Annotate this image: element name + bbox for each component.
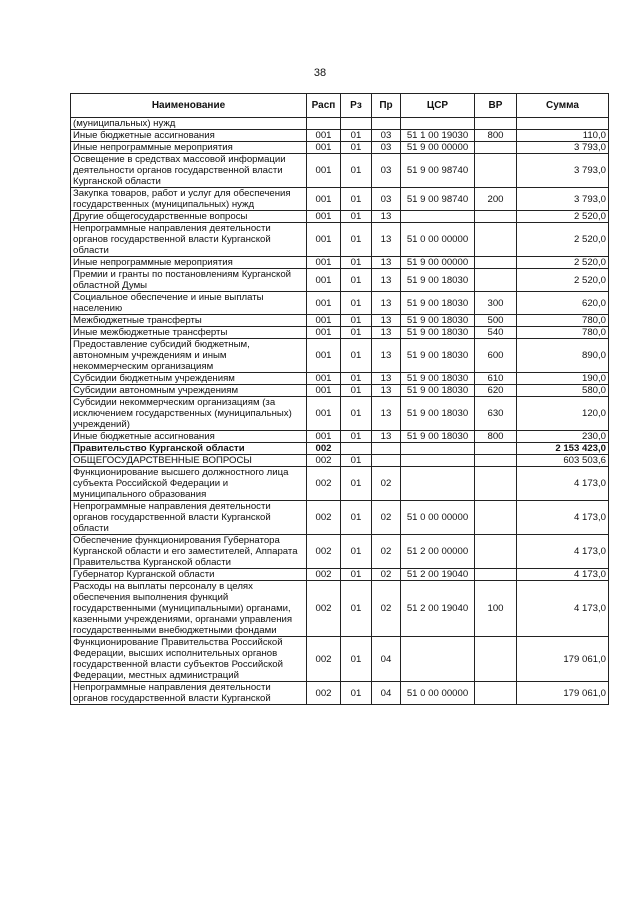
cell-rasp: 001 bbox=[307, 431, 341, 443]
table-row bbox=[71, 257, 609, 269]
header-vr: ВР bbox=[475, 94, 517, 118]
cell-pr: 04 bbox=[372, 637, 401, 682]
cell-vr bbox=[475, 569, 517, 581]
cell-vr bbox=[475, 535, 517, 569]
cell-name: Межбюджетные трансферты bbox=[71, 315, 307, 327]
cell-rasp: 002 bbox=[307, 467, 341, 501]
cell-rz: 01 bbox=[341, 327, 372, 339]
cell-rasp: 001 bbox=[307, 257, 341, 269]
cell-sum: 603 503,6 bbox=[517, 455, 609, 467]
cell-vr: 300 bbox=[475, 292, 517, 315]
cell-pr bbox=[372, 455, 401, 467]
cell-csr: 51 2 00 19040 bbox=[401, 581, 475, 637]
cell-name: Другие общегосударственные вопросы bbox=[71, 211, 307, 223]
cell-csr: 51 9 00 18030 bbox=[401, 292, 475, 315]
table-row bbox=[71, 682, 609, 705]
table-row bbox=[71, 118, 609, 130]
table-row bbox=[71, 569, 609, 581]
table-row bbox=[71, 431, 609, 443]
cell-rz: 01 bbox=[341, 211, 372, 223]
table-row bbox=[71, 455, 609, 467]
cell-csr: 51 0 00 00000 bbox=[401, 223, 475, 257]
cell-pr bbox=[372, 118, 401, 130]
cell-sum: 4 173,0 bbox=[517, 501, 609, 535]
cell-rz: 01 bbox=[341, 501, 372, 535]
cell-sum bbox=[517, 118, 609, 130]
cell-name: Функционирование высшего должностного лица субъекта Российской Федерации и муниципального образования bbox=[71, 467, 307, 501]
cell-vr: 540 bbox=[475, 327, 517, 339]
cell-vr bbox=[475, 455, 517, 467]
cell-vr bbox=[475, 142, 517, 154]
cell-sum: 120,0 bbox=[517, 397, 609, 431]
table-row bbox=[71, 211, 609, 223]
cell-name: Обеспечение функционирования Губернатора Курганской области и его заместителей, Аппарата Правительства Курганской области bbox=[71, 535, 307, 569]
cell-rz: 01 bbox=[341, 269, 372, 292]
cell-vr bbox=[475, 211, 517, 223]
cell-sum: 4 173,0 bbox=[517, 535, 609, 569]
cell-rz: 01 bbox=[341, 455, 372, 467]
cell-csr: 51 1 00 19030 bbox=[401, 130, 475, 142]
cell-rz: 01 bbox=[341, 130, 372, 142]
cell-vr bbox=[475, 501, 517, 535]
cell-name: Губернатор Курганской области bbox=[71, 569, 307, 581]
cell-rasp: 002 bbox=[307, 637, 341, 682]
cell-csr: 51 9 00 18030 bbox=[401, 327, 475, 339]
cell-rasp: 001 bbox=[307, 269, 341, 292]
cell-rz: 01 bbox=[341, 581, 372, 637]
cell-rz: 01 bbox=[341, 385, 372, 397]
cell-rasp: 002 bbox=[307, 443, 341, 455]
cell-pr: 03 bbox=[372, 188, 401, 211]
cell-vr bbox=[475, 467, 517, 501]
cell-pr: 13 bbox=[372, 269, 401, 292]
cell-vr: 500 bbox=[475, 315, 517, 327]
cell-pr: 13 bbox=[372, 339, 401, 373]
cell-rasp: 001 bbox=[307, 339, 341, 373]
cell-vr bbox=[475, 118, 517, 130]
cell-sum: 780,0 bbox=[517, 327, 609, 339]
cell-vr bbox=[475, 223, 517, 257]
cell-name: Непрограммные направления деятельности органов государственной власти Курганской области bbox=[71, 223, 307, 257]
table-row bbox=[71, 292, 609, 315]
cell-rz: 01 bbox=[341, 467, 372, 501]
cell-rasp: 002 bbox=[307, 501, 341, 535]
cell-rasp: 001 bbox=[307, 373, 341, 385]
cell-csr: 51 0 00 00000 bbox=[401, 501, 475, 535]
cell-sum: 2 153 423,0 bbox=[517, 443, 609, 455]
cell-csr bbox=[401, 443, 475, 455]
cell-name: Освещение в средствах массовой информации деятельности органов государственной власти Курганской области bbox=[71, 154, 307, 188]
cell-pr: 13 bbox=[372, 315, 401, 327]
cell-vr: 800 bbox=[475, 431, 517, 443]
cell-csr: 51 0 00 00000 bbox=[401, 682, 475, 705]
cell-pr: 13 bbox=[372, 397, 401, 431]
cell-name: Субсидии бюджетным учреждениям bbox=[71, 373, 307, 385]
cell-csr: 51 9 00 18030 bbox=[401, 373, 475, 385]
cell-rz: 01 bbox=[341, 535, 372, 569]
cell-rz: 01 bbox=[341, 373, 372, 385]
table-row bbox=[71, 315, 609, 327]
cell-csr bbox=[401, 455, 475, 467]
cell-rz: 01 bbox=[341, 315, 372, 327]
cell-rz: 01 bbox=[341, 397, 372, 431]
cell-csr: 51 2 00 19040 bbox=[401, 569, 475, 581]
cell-vr bbox=[475, 682, 517, 705]
table-row bbox=[71, 443, 609, 455]
table-row bbox=[71, 501, 609, 535]
cell-rz: 01 bbox=[341, 292, 372, 315]
table-row bbox=[71, 188, 609, 211]
cell-pr: 13 bbox=[372, 257, 401, 269]
header-csr: ЦСР bbox=[401, 94, 475, 118]
cell-rasp: 001 bbox=[307, 154, 341, 188]
cell-rz bbox=[341, 118, 372, 130]
cell-sum: 2 520,0 bbox=[517, 269, 609, 292]
cell-csr: 51 9 00 98740 bbox=[401, 188, 475, 211]
cell-name: Закупка товаров, работ и услуг для обеспечения государственных (муниципальных) нужд bbox=[71, 188, 307, 211]
cell-name: Иные непрограммные мероприятия bbox=[71, 142, 307, 154]
cell-pr: 02 bbox=[372, 467, 401, 501]
table-row bbox=[71, 223, 609, 257]
cell-name: Непрограммные направления деятельности органов государственной власти Курганской bbox=[71, 682, 307, 705]
cell-rz: 01 bbox=[341, 569, 372, 581]
budget-table bbox=[70, 93, 609, 705]
cell-rasp: 001 bbox=[307, 130, 341, 142]
header-rz: Рз bbox=[341, 94, 372, 118]
cell-rz: 01 bbox=[341, 431, 372, 443]
cell-rasp: 002 bbox=[307, 682, 341, 705]
cell-rz: 01 bbox=[341, 188, 372, 211]
cell-rasp: 001 bbox=[307, 397, 341, 431]
cell-name: Иные бюджетные ассигнования bbox=[71, 130, 307, 142]
cell-pr: 02 bbox=[372, 569, 401, 581]
cell-name: Предоставление субсидий бюджетным, автономным учреждениям и иным некоммерческим организациям bbox=[71, 339, 307, 373]
header-pr: Пр bbox=[372, 94, 401, 118]
table-row bbox=[71, 327, 609, 339]
cell-pr: 02 bbox=[372, 535, 401, 569]
cell-csr: 51 2 00 00000 bbox=[401, 535, 475, 569]
cell-rz: 01 bbox=[341, 339, 372, 373]
cell-pr: 13 bbox=[372, 292, 401, 315]
cell-name: Премии и гранты по постановлениям Курганской областной Думы bbox=[71, 269, 307, 292]
table-header-row bbox=[71, 94, 609, 118]
page-number: 38 bbox=[313, 67, 327, 79]
cell-rasp: 002 bbox=[307, 535, 341, 569]
cell-name: Расходы на выплаты персоналу в целях обеспечения выполнения функций государственными (муниципальными) органами, казенными учреждениями, органами управления государственными внебюджетными фондами bbox=[71, 581, 307, 637]
cell-sum: 780,0 bbox=[517, 315, 609, 327]
cell-rasp bbox=[307, 118, 341, 130]
cell-rasp: 001 bbox=[307, 385, 341, 397]
cell-rasp: 001 bbox=[307, 142, 341, 154]
cell-sum: 890,0 bbox=[517, 339, 609, 373]
cell-rz: 01 bbox=[341, 154, 372, 188]
cell-rasp: 001 bbox=[307, 327, 341, 339]
table-row bbox=[71, 535, 609, 569]
cell-name: Непрограммные направления деятельности органов государственной власти Курганской области bbox=[71, 501, 307, 535]
cell-sum: 3 793,0 bbox=[517, 142, 609, 154]
cell-rasp: 001 bbox=[307, 315, 341, 327]
cell-csr: 51 9 00 18030 bbox=[401, 339, 475, 373]
cell-rasp: 002 bbox=[307, 455, 341, 467]
cell-pr: 03 bbox=[372, 154, 401, 188]
cell-csr: 51 9 00 18030 bbox=[401, 315, 475, 327]
cell-sum: 3 793,0 bbox=[517, 154, 609, 188]
cell-rz: 01 bbox=[341, 223, 372, 257]
cell-rz: 01 bbox=[341, 682, 372, 705]
header-name: Наименование bbox=[71, 94, 307, 118]
cell-sum: 3 793,0 bbox=[517, 188, 609, 211]
cell-csr: 51 9 00 18030 bbox=[401, 385, 475, 397]
cell-pr: 13 bbox=[372, 373, 401, 385]
cell-name: Иные непрограммные мероприятия bbox=[71, 257, 307, 269]
cell-sum: 4 173,0 bbox=[517, 581, 609, 637]
cell-vr: 200 bbox=[475, 188, 517, 211]
cell-vr: 100 bbox=[475, 581, 517, 637]
cell-csr: 51 9 00 18030 bbox=[401, 397, 475, 431]
cell-name: Субсидии автономным учреждениям bbox=[71, 385, 307, 397]
cell-sum: 179 061,0 bbox=[517, 682, 609, 705]
cell-sum: 2 520,0 bbox=[517, 257, 609, 269]
cell-csr bbox=[401, 211, 475, 223]
cell-name: ОБЩЕГОСУДАРСТВЕННЫЕ ВОПРОСЫ bbox=[71, 455, 307, 467]
table-row bbox=[71, 339, 609, 373]
cell-vr: 610 bbox=[475, 373, 517, 385]
cell-name: (муниципальных) нужд bbox=[71, 118, 307, 130]
cell-pr: 04 bbox=[372, 682, 401, 705]
cell-rz: 01 bbox=[341, 637, 372, 682]
cell-vr bbox=[475, 257, 517, 269]
cell-sum: 4 173,0 bbox=[517, 467, 609, 501]
cell-csr: 51 9 00 00000 bbox=[401, 142, 475, 154]
cell-sum: 190,0 bbox=[517, 373, 609, 385]
cell-rasp: 001 bbox=[307, 223, 341, 257]
cell-pr: 03 bbox=[372, 142, 401, 154]
cell-name: Субсидии некоммерческим организациям (за исключением государственных (муниципальных) учреждений) bbox=[71, 397, 307, 431]
cell-vr bbox=[475, 637, 517, 682]
cell-csr: 51 9 00 18030 bbox=[401, 269, 475, 292]
cell-pr: 02 bbox=[372, 581, 401, 637]
cell-sum: 110,0 bbox=[517, 130, 609, 142]
cell-sum: 230,0 bbox=[517, 431, 609, 443]
table-row bbox=[71, 269, 609, 292]
cell-pr: 13 bbox=[372, 211, 401, 223]
cell-sum: 620,0 bbox=[517, 292, 609, 315]
header-sum: Сумма bbox=[517, 94, 609, 118]
cell-sum: 4 173,0 bbox=[517, 569, 609, 581]
cell-csr: 51 9 00 00000 bbox=[401, 257, 475, 269]
cell-name: Иные бюджетные ассигнования bbox=[71, 431, 307, 443]
cell-rasp: 001 bbox=[307, 188, 341, 211]
cell-vr bbox=[475, 154, 517, 188]
table-row bbox=[71, 373, 609, 385]
cell-vr: 800 bbox=[475, 130, 517, 142]
cell-name: Функционирование Правительства Российской Федерации, высших исполнительных органов государственной власти субъектов Российской Федерации, местных администраций bbox=[71, 637, 307, 682]
cell-rz: 01 bbox=[341, 257, 372, 269]
cell-vr: 600 bbox=[475, 339, 517, 373]
cell-csr: 51 9 00 98740 bbox=[401, 154, 475, 188]
table-row bbox=[71, 637, 609, 682]
cell-pr: 03 bbox=[372, 130, 401, 142]
cell-pr bbox=[372, 443, 401, 455]
cell-name: Правительство Курганской области bbox=[71, 443, 307, 455]
cell-rasp: 002 bbox=[307, 569, 341, 581]
cell-name: Иные межбюджетные трансферты bbox=[71, 327, 307, 339]
cell-pr: 13 bbox=[372, 327, 401, 339]
cell-rasp: 002 bbox=[307, 581, 341, 637]
cell-csr bbox=[401, 467, 475, 501]
cell-pr: 13 bbox=[372, 431, 401, 443]
cell-vr: 620 bbox=[475, 385, 517, 397]
cell-name: Социальное обеспечение и иные выплаты населению bbox=[71, 292, 307, 315]
cell-pr: 13 bbox=[372, 223, 401, 257]
cell-pr: 13 bbox=[372, 385, 401, 397]
cell-csr bbox=[401, 118, 475, 130]
cell-sum: 179 061,0 bbox=[517, 637, 609, 682]
table-row bbox=[71, 154, 609, 188]
table-row bbox=[71, 581, 609, 637]
cell-csr: 51 9 00 18030 bbox=[401, 431, 475, 443]
cell-sum: 580,0 bbox=[517, 385, 609, 397]
cell-rz bbox=[341, 443, 372, 455]
cell-sum: 2 520,0 bbox=[517, 211, 609, 223]
table-row bbox=[71, 467, 609, 501]
cell-vr bbox=[475, 443, 517, 455]
table-row bbox=[71, 385, 609, 397]
cell-rasp: 001 bbox=[307, 292, 341, 315]
cell-pr: 02 bbox=[372, 501, 401, 535]
table-row bbox=[71, 142, 609, 154]
cell-vr bbox=[475, 269, 517, 292]
cell-rasp: 001 bbox=[307, 211, 341, 223]
cell-rz: 01 bbox=[341, 142, 372, 154]
cell-sum: 2 520,0 bbox=[517, 223, 609, 257]
header-rasp: Расп bbox=[307, 94, 341, 118]
cell-csr bbox=[401, 637, 475, 682]
cell-vr: 630 bbox=[475, 397, 517, 431]
table-row bbox=[71, 130, 609, 142]
table-row bbox=[71, 397, 609, 431]
